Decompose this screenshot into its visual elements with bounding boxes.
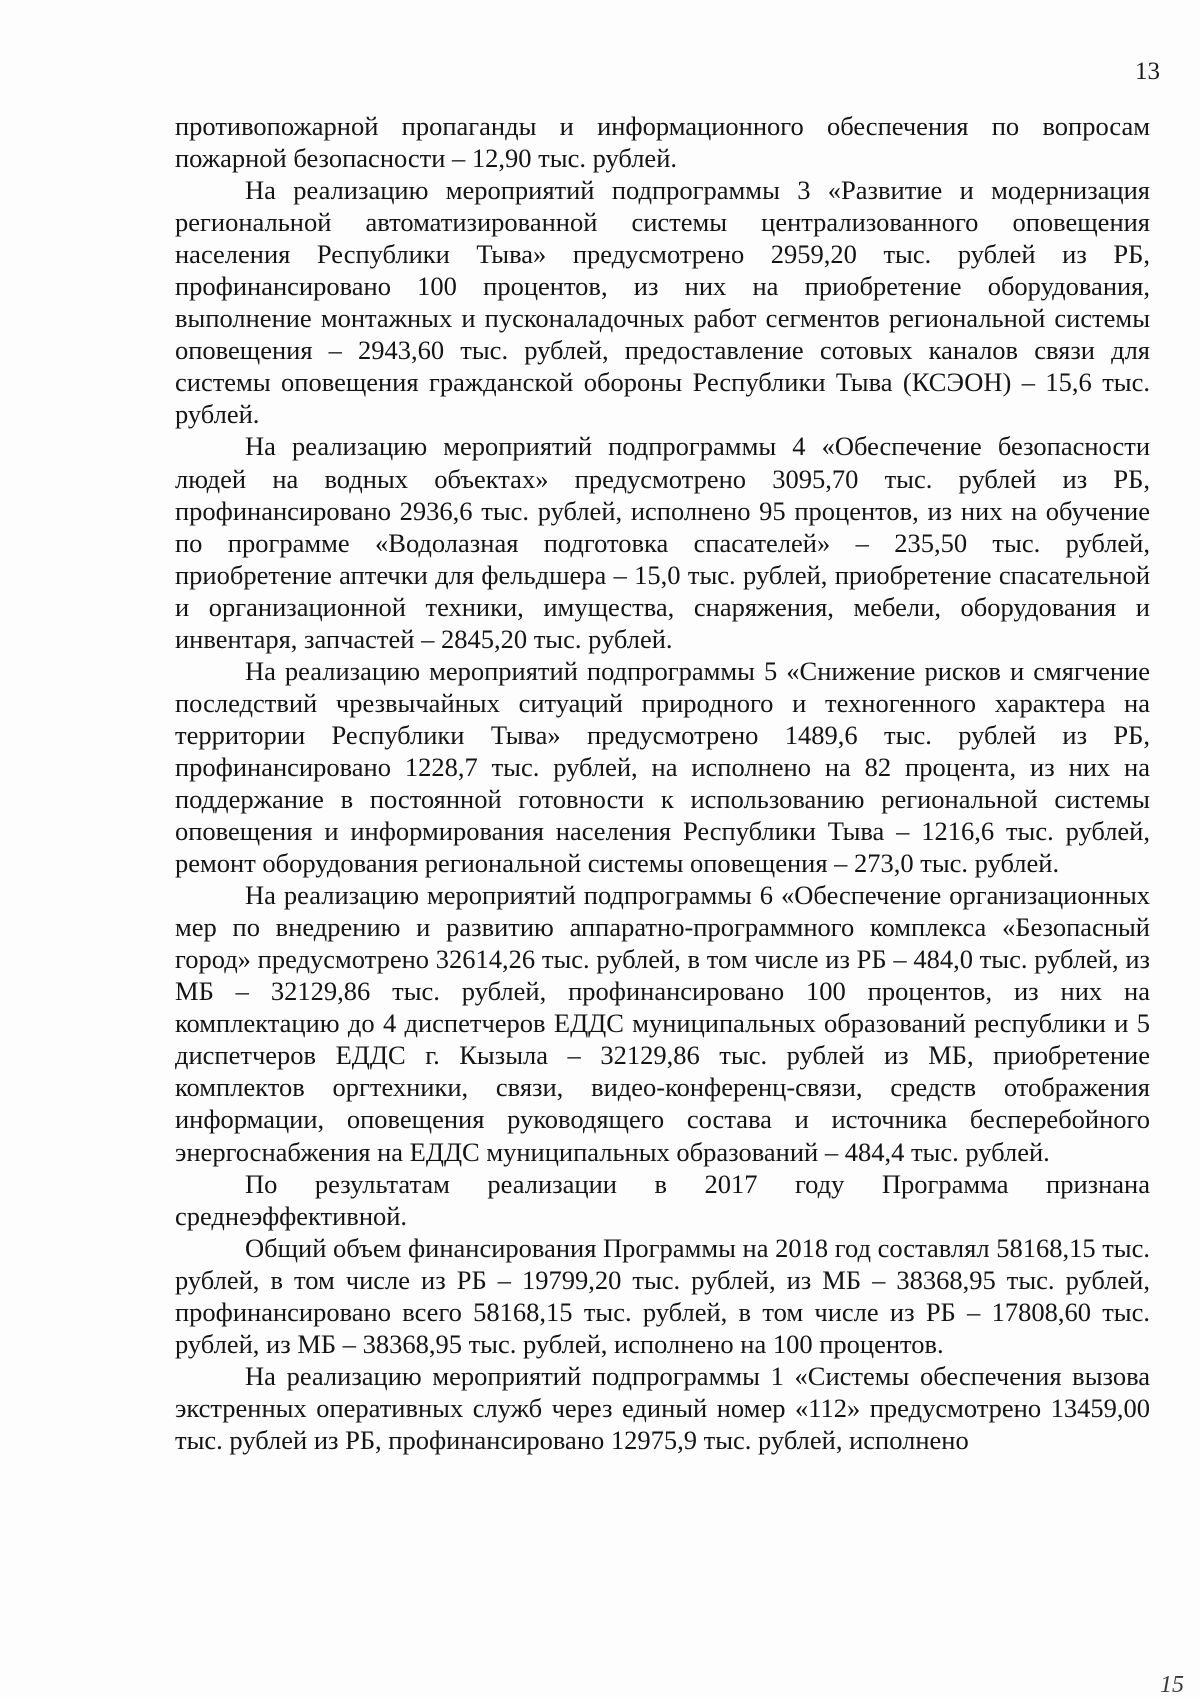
paragraph-8: На реализацию мероприятий подпрограммы 1 «Системы обеспечения вызова экстренных оперативных служб через единый номер «112» предусмотрено 13459,00 тыс. рублей из РБ, профинансировано 12975,9 тыс. рублей, исполнено [175,1360,1150,1455]
paragraph-1: противопожарной пропаганды и информационного обеспечения по вопросам пожарной безопасности – 12,90 тыс. рублей. [175,111,1150,174]
paragraph-6: По результатам реализации в 2017 году Программа признана среднеэффективной. [175,1168,1150,1231]
paragraph-4: На реализацию мероприятий подпрограммы 5 «Снижение рисков и смягчение последствий чрезвычайных ситуаций природного и техногенного характера на территории Республики Тыва» предусмотрено 1489,6 тыс. рублей из РБ, профинансировано 1228,7 тыс. рублей, на исполнено на 82 процента, из них на поддержание в постоянной готовности к использованию региональной системы оповещения и информирования населения Республики Тыва – 1216,6 тыс. рублей, ремонт оборудования региональной системы оповещения – 273,0 тыс. рублей. [175,655,1150,879]
paragraph-5: На реализацию мероприятий подпрограммы 6 «Обеспечение организационных мер по внедрению и развитию аппаратно-программного комплекса «Безопасный город» предусмотрено 32614,26 тыс. рублей, в том числе из РБ – 484,0 тыс. рублей, из МБ – 32129,86 тыс. рублей, профинансировано 100 процентов, из них на комплектацию до 4 диспетчеров ЕДДС муниципальных образований республики и 5 диспетчеров ЕДДС г. Кызыла – 32129,86 тыс. рублей из МБ, приобретение комплектов оргтехники, связи, видео-конференц-связи, средств отображения информации, оповещения руководящего состава и источника бесперебойного энергоснабжения на ЕДДС муниципальных образований – 484,4 тыс. рублей. [175,880,1150,1167]
paragraph-2: На реализацию мероприятий подпрограммы 3 «Развитие и модернизация региональной автоматизированной системы централизованного оповещения населения Республики Тыва» предусмотрено 2959,20 тыс. рублей из РБ, профинансировано 100 процентов, из них на приобретение оборудования, выполнение монтажных и пусконаладочных работ сегментов региональной системы оповещения – 2943,60 тыс. рублей, предоставление сотовых каналов связи для системы оповещения гражданской обороны Республики Тыва (КСЭОН) – 15,6 тыс. рублей. [175,175,1150,430]
document-body [175,110,1150,1456]
paragraph-3: На реализацию мероприятий подпрограммы 4 «Обеспечение безопасности людей на водных объектах» предусмотрено 3095,70 тыс. рублей из РБ, профинансировано 2936,6 тыс. рублей, исполнено 95 процентов, из них на обучение по программе «Водолазная подготовка спасателей» – 235,50 тыс. рублей, приобретение аптечки для фельдшера – 15,0 тыс. рублей, приобретение спасательной и организационной техники, имущества, снаряжения, мебели, оборудования и инвентаря, запчастей – 2845,20 тыс. рублей. [175,431,1150,654]
page-number: 13 [1135,58,1160,85]
handwritten-page-mark: 15 [1160,1672,1184,1698]
paragraph-7: Общий объем финансирования Программы на 2018 год составлял 58168,15 тыс. рублей, в том числе из РБ – 19799,20 тыс. рублей, из МБ – 38368,95 тыс. рублей, профинансировано всего 58168,15 тыс. рублей, в том числе из РБ – 17808,60 тыс. рублей, из МБ – 38368,95 тыс. рублей, исполнено на 100 процентов. [175,1232,1150,1359]
